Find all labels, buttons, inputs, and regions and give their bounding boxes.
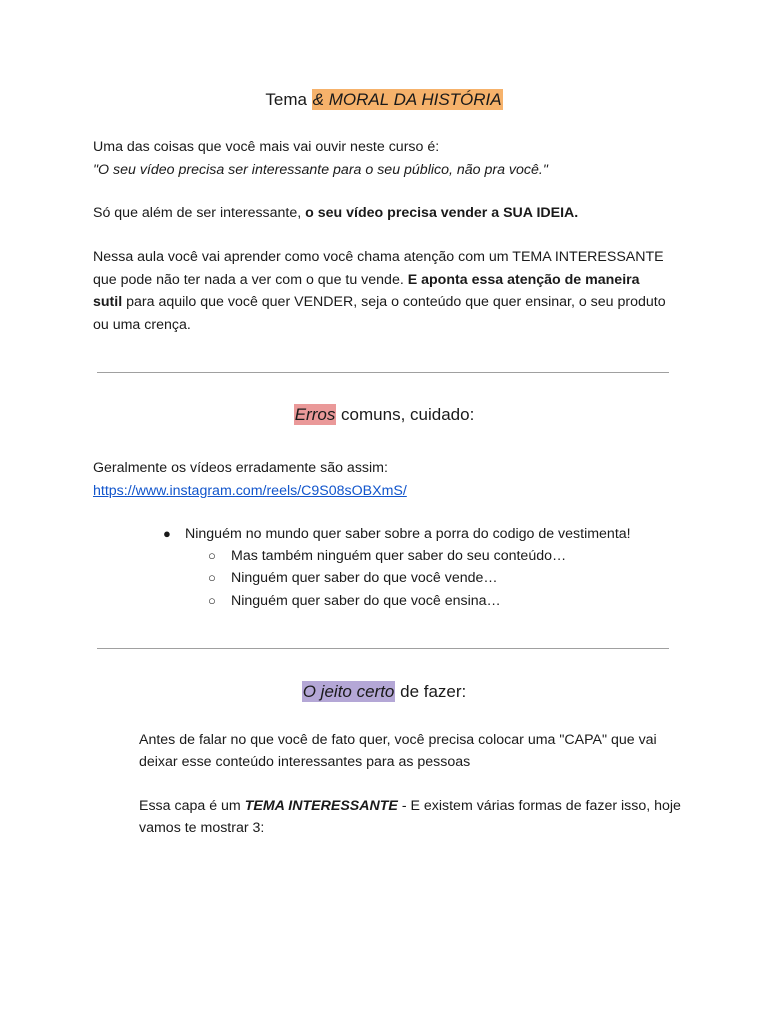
- divider-2: [97, 648, 669, 649]
- title-highlight-jeito: O jeito certo: [302, 682, 395, 701]
- intro-paragraph: [93, 136, 683, 181]
- title-highlight-moral: & MORAL DA HISTÓRIA: [312, 90, 502, 109]
- capa-text: Antes de falar no que você de fato quer, você precisa colocar uma "CAPA" que vai deixar esse conteúdo interessantes para as pessoas: [139, 732, 657, 770]
- intro-quote: "O seu vídeo precisa ser interessante para o seu público, não pra você.": [93, 161, 548, 178]
- bullet-sub1-text: Mas também ninguém quer saber do seu conteúdo…: [231, 548, 567, 564]
- paragraph-capa: [139, 729, 684, 773]
- p2-bold-text: o seu vídeo precisa vender a SUA IDEIA.: [305, 205, 579, 221]
- divider-1: [97, 372, 669, 373]
- bullet-sub3-text: Ninguém quer saber do que você ensina…: [231, 593, 501, 609]
- p2-normal-text: Só que além de ser interessante,: [93, 205, 306, 221]
- bullet-sub2-text: Ninguém quer saber do que você vende…: [231, 570, 498, 586]
- intro-line: Uma das coisas que você mais vai ouvir neste curso é:: [93, 139, 440, 155]
- paragraph-vender-ideia: [93, 202, 683, 225]
- section-title-tema: [0, 88, 768, 112]
- title-rest-jeito: de fazer:: [395, 682, 467, 701]
- bullet-circle-icon: ○: [208, 593, 216, 608]
- p3-text-2: para aquilo que você quer VENDER, seja o conteúdo que quer ensinar, o seu produto ou uma crença.: [93, 294, 666, 333]
- paragraph-tema-interessante: [139, 795, 684, 839]
- p-tema-rest: - E existem várias formas de fazer isso, hoje vamos te mostrar 3:: [139, 798, 681, 836]
- title-rest-erros: comuns, cuidado:: [336, 405, 475, 424]
- bullet-dot-icon: ●: [163, 526, 171, 541]
- section-title-jeito-certo: [0, 680, 768, 704]
- p3-bold-text: E aponta essa atenção de maneira sutil: [93, 271, 640, 310]
- p3-text-1: Nessa aula você vai aprender como você chama atenção com um TEMA INTERESSANTE que pode não ter nada a ver com o que tu vende.: [93, 249, 664, 288]
- erros-intro: [93, 457, 683, 502]
- bullet-circle-icon: ○: [208, 570, 216, 585]
- p-tema-bold: TEMA INTERESSANTE: [244, 798, 398, 814]
- title-highlight-erros: Erros: [294, 405, 336, 424]
- title-prefix: Tema: [265, 90, 312, 109]
- bullet-circle-icon: ○: [208, 548, 216, 563]
- section-title-erros: [0, 403, 768, 427]
- paragraph-aula: [93, 246, 668, 336]
- instagram-reel-link[interactable]: https://www.instagram.com/reels/C9S08sOBXmS/: [93, 482, 407, 499]
- erros-intro-line: Geralmente os vídeos erradamente são assim:: [93, 460, 388, 476]
- p-tema-prefix: Essa capa é um: [139, 798, 245, 814]
- bullet-main-text: Ninguém no mundo quer saber sobre a porra do codigo de vestimenta!: [185, 526, 631, 542]
